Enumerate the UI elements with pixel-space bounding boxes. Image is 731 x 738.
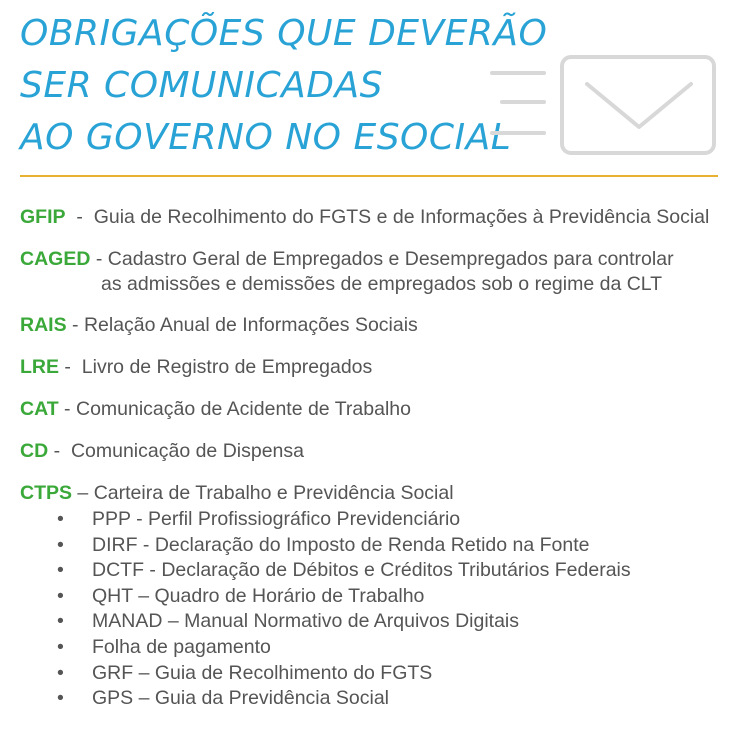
list-item xyxy=(20,635,725,661)
title-line-1: OBRIGAÇÕES QUE DEVERÃO xyxy=(20,13,548,54)
list-item xyxy=(20,558,725,584)
obligation-lre xyxy=(20,355,725,380)
obligation-cd xyxy=(20,439,725,464)
obligation-rais xyxy=(20,313,725,338)
separator: - xyxy=(70,206,89,228)
bullet: • xyxy=(57,610,64,633)
bullet: • xyxy=(57,584,64,607)
desc-cat: Comunicação de Acidente de Trabalho xyxy=(75,398,411,420)
desc-caged: Cadastro Geral de Empregados e Desempregados para controlar xyxy=(107,248,674,270)
separator: - xyxy=(90,248,108,270)
bullet: • xyxy=(57,687,64,710)
separator: - xyxy=(58,398,76,420)
desc-cd: Comunicação de Dispensa xyxy=(70,440,304,462)
separator: - xyxy=(66,314,84,336)
abbr-cat: CAT xyxy=(20,398,59,420)
list-item xyxy=(20,533,725,559)
envelope-icon xyxy=(486,54,720,156)
desc-gfip: Guia de Recolhimento do FGTS e de Informações à Previdência Social xyxy=(93,206,710,228)
sub-item-text: GPS – Guia da Previdência Social xyxy=(92,687,389,710)
abbr-cd: CD xyxy=(20,440,49,462)
separator: – xyxy=(72,482,94,504)
abbr-ctps: CTPS xyxy=(20,482,73,504)
obligation-gfip xyxy=(20,205,725,230)
divider xyxy=(20,175,718,177)
title-line-3: AO GOVERNO NO ESOCIAL xyxy=(20,117,512,158)
list-item xyxy=(20,661,725,687)
bullet: • xyxy=(57,508,64,530)
desc-caged-cont: as admissões e demissões de empregados sob o regime da CLT xyxy=(101,273,663,295)
sub-item-text: DIRF - Declaração do Imposto de Renda Retido na Fonte xyxy=(92,533,590,556)
sub-item-text: DCTF - Declaração de Débitos e Créditos Tributários Federais xyxy=(92,559,631,582)
obligation-ctps xyxy=(20,481,725,506)
bullet: • xyxy=(57,559,64,582)
separator: - xyxy=(48,440,66,462)
obligation-caged xyxy=(20,247,725,297)
page-title xyxy=(20,8,547,164)
obligation-cat xyxy=(20,397,725,422)
ctps-sub-list xyxy=(20,507,725,712)
sub-item-text: MANAD – Manual Normativo de Arquivos Digitais xyxy=(92,610,520,633)
sub-item-text: QHT – Quadro de Horário de Trabalho xyxy=(92,584,425,607)
title-line-2: SER COMUNICADAS xyxy=(20,65,383,106)
obligations-list xyxy=(20,205,725,712)
bullet: • xyxy=(57,635,64,658)
desc-lre: Livro de Registro de Empregados xyxy=(81,356,373,378)
abbr-rais: RAIS xyxy=(20,314,67,336)
bullet: • xyxy=(57,533,64,556)
desc-ctps: Carteira de Trabalho e Previdência Social xyxy=(93,482,454,504)
list-item xyxy=(20,686,725,712)
list-item xyxy=(20,507,725,533)
list-item xyxy=(20,584,725,610)
list-item xyxy=(20,609,725,635)
separator: - xyxy=(59,356,77,378)
sub-item-text: PPP - Perfil Profissiográfico Previdenciário xyxy=(92,508,461,530)
abbr-caged: CAGED xyxy=(20,248,91,270)
sub-item-text: Folha de pagamento xyxy=(92,635,271,658)
abbr-gfip: GFIP xyxy=(20,206,66,228)
desc-rais: Relação Anual de Informações Sociais xyxy=(83,314,418,336)
sub-item-text: GRF – Guia de Recolhimento do FGTS xyxy=(92,661,433,684)
abbr-lre: LRE xyxy=(20,356,59,378)
bullet: • xyxy=(57,661,64,684)
